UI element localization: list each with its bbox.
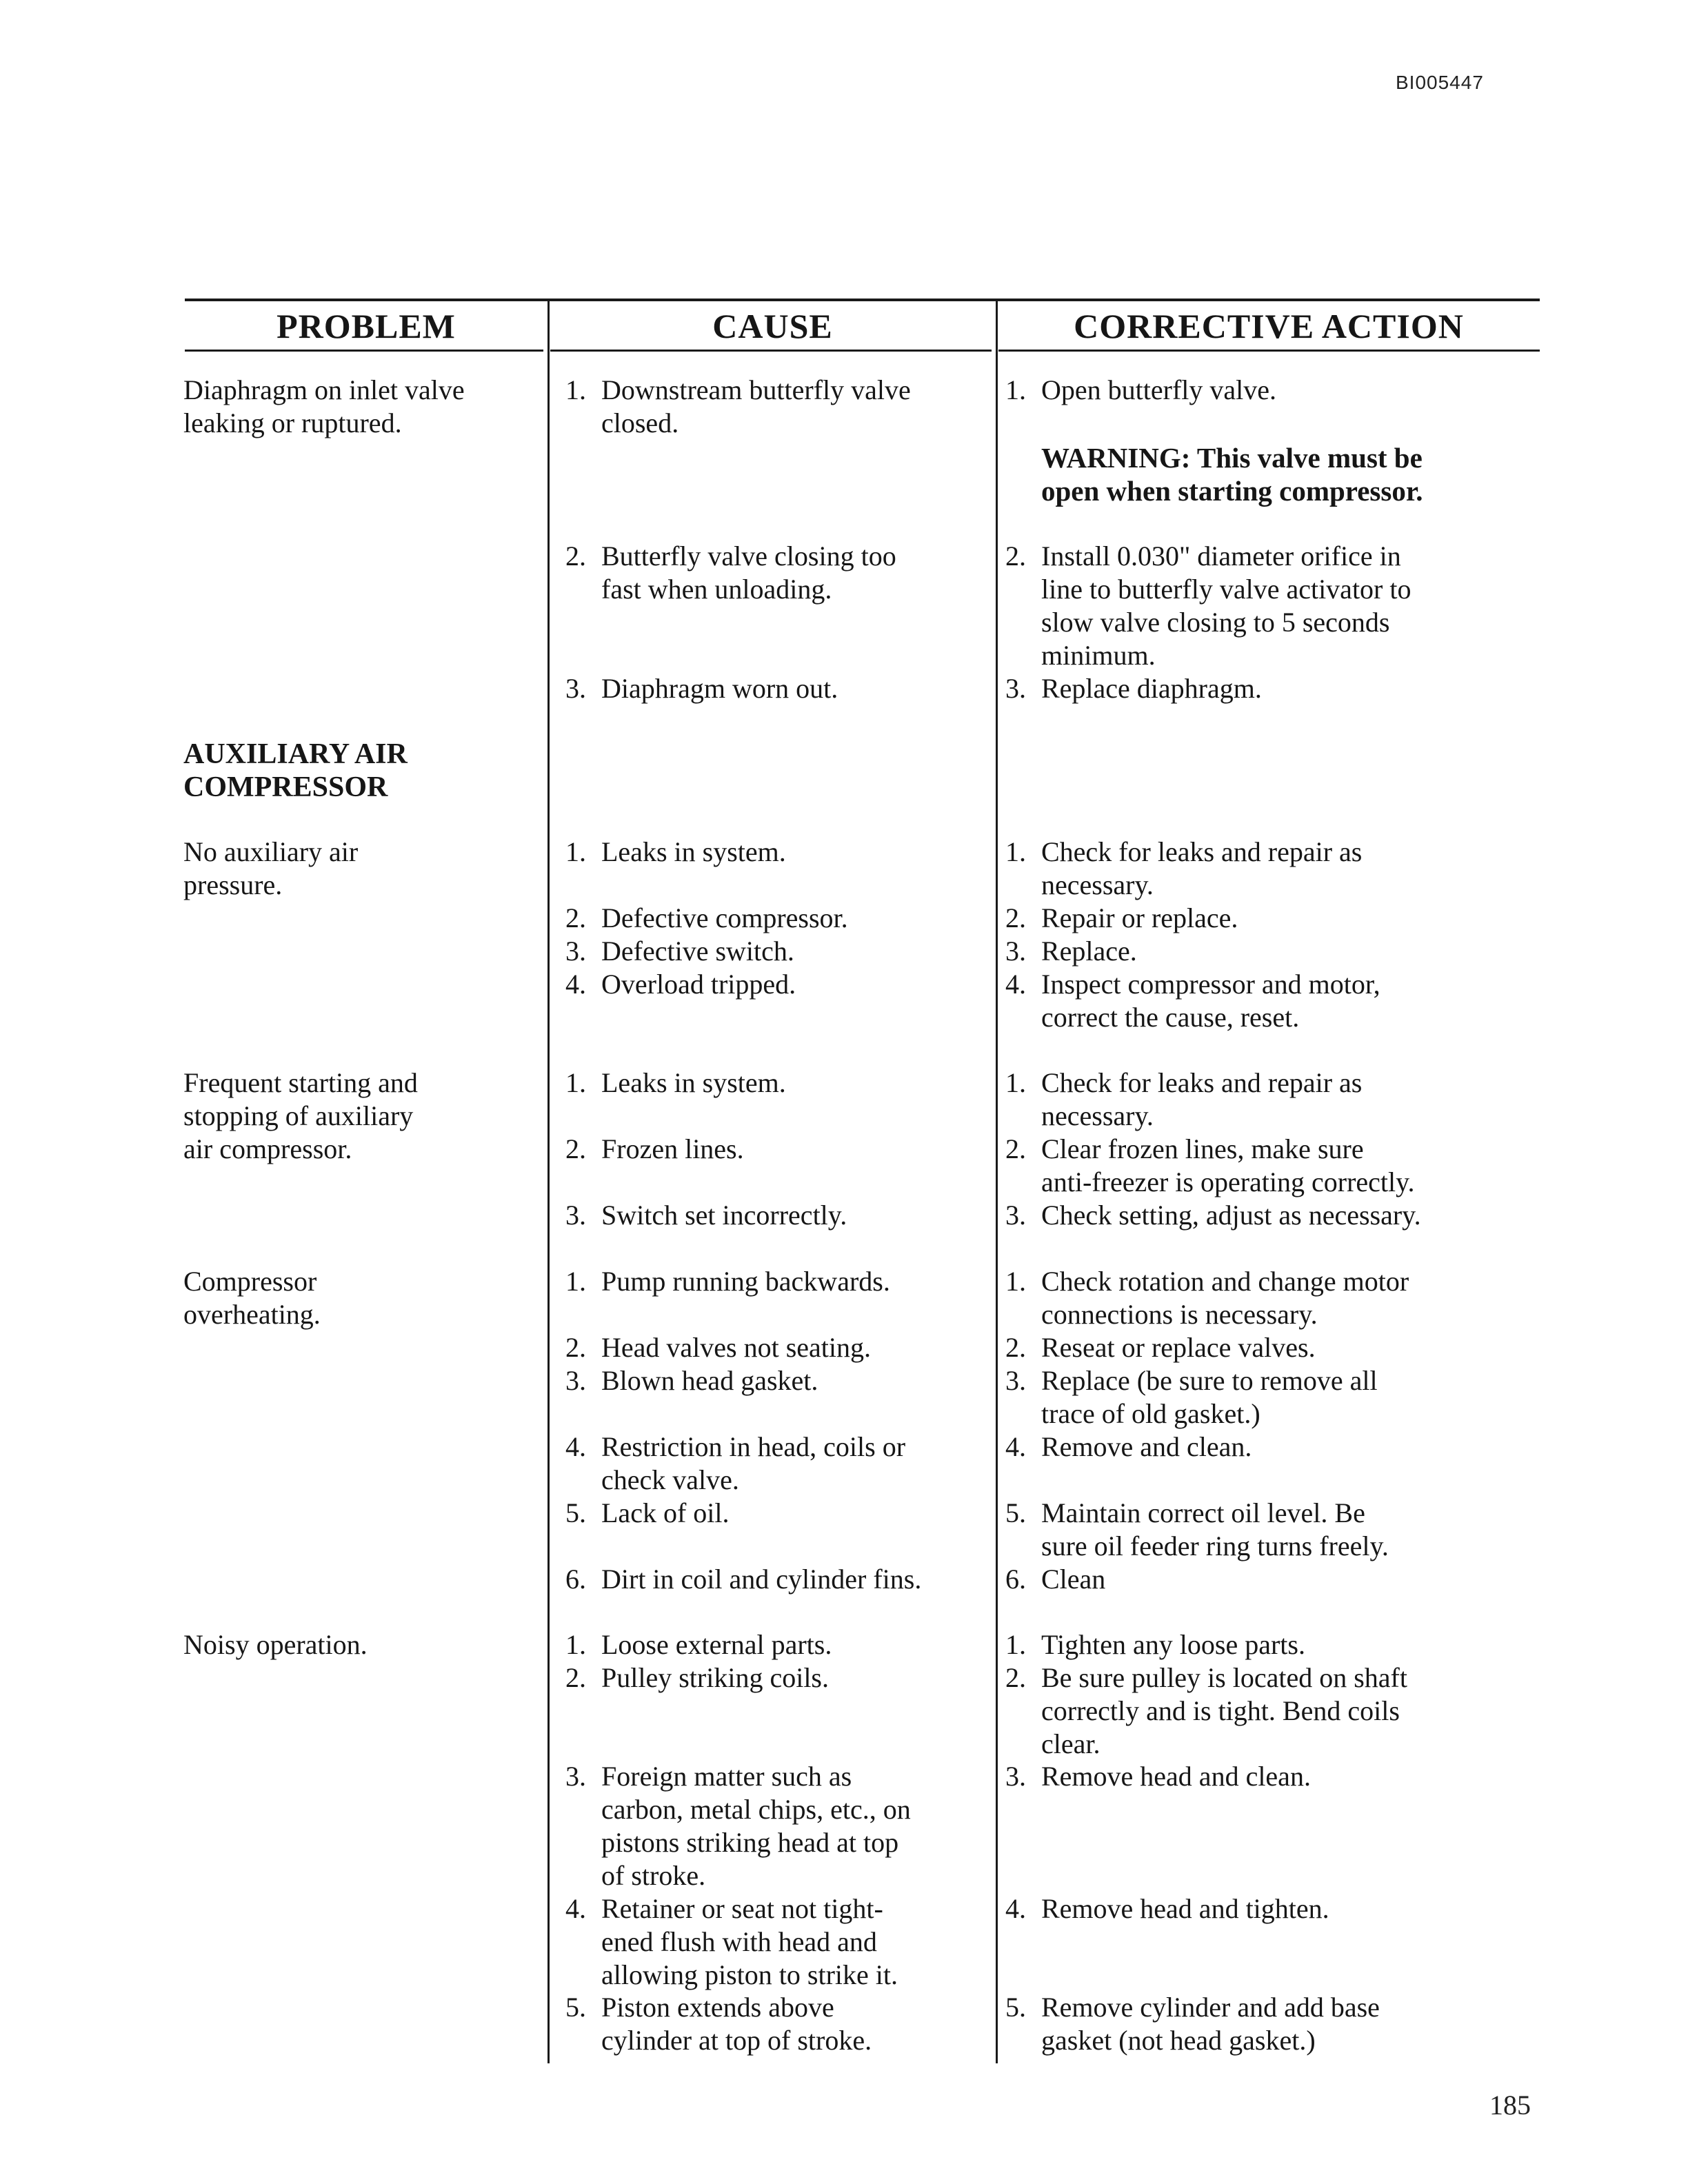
cause-line: Leaks in system.	[601, 836, 786, 867]
action-line: Clean	[1041, 1564, 1106, 1595]
action-line: Remove cylinder and add base	[1041, 1992, 1380, 2023]
action-line: Inspect compressor and motor,	[1041, 969, 1380, 1000]
item-number: 2.	[1005, 1133, 1026, 1164]
item-number: 3.	[1005, 673, 1026, 704]
action-line: necessary.	[1041, 869, 1154, 900]
action-line: correct the cause, reset.	[1041, 1002, 1300, 1033]
column-header-corrective-action: CORRECTIVE ACTION	[1074, 307, 1464, 345]
action-line: Check rotation and change motor	[1041, 1266, 1409, 1297]
action-item	[1005, 1265, 1409, 1331]
action-line: Check for leaks and repair as	[1041, 1067, 1363, 1098]
header-rule-problem	[185, 350, 543, 352]
action-line: Install 0.030" diameter orifice in	[1041, 540, 1401, 572]
action-line: correctly and is tight. Bend coils	[1041, 1695, 1400, 1726]
action-item	[1005, 935, 1137, 968]
action-item	[1005, 836, 1362, 902]
action-line: sure oil feeder ring turns freely.	[1041, 1530, 1389, 1561]
cause-line: pistons striking head at top	[601, 1827, 899, 1858]
cause-line: Foreign matter such as	[601, 1761, 852, 1792]
action-line: Open butterfly valve.	[1041, 374, 1276, 405]
action-line: Replace.	[1041, 936, 1137, 967]
item-number: 3.	[1005, 936, 1026, 967]
item-number: 1.	[1005, 374, 1026, 405]
action-item	[1005, 1628, 1305, 1661]
action-item	[1005, 672, 1262, 705]
item-number: 2.	[1005, 902, 1026, 933]
action-line: Tighten any loose parts.	[1041, 1629, 1305, 1660]
cause-item	[565, 1760, 911, 1892]
cause-line: ened flush with head and	[601, 1926, 877, 1957]
table-top-rule	[185, 299, 1540, 301]
cause-line: closed.	[601, 407, 679, 438]
item-number: 1.	[565, 1067, 586, 1098]
action-line: Clear frozen lines, make sure	[1041, 1133, 1364, 1164]
column-divider-1	[547, 299, 550, 2063]
problem-line: Noisy operation.	[183, 1629, 368, 1660]
column-header-cause: CAUSE	[712, 307, 833, 345]
item-number: 2.	[565, 902, 586, 933]
action-line: line to butterfly valve activator to	[1041, 574, 1411, 605]
action-item	[1005, 968, 1380, 1034]
action-line: Remove head and clean.	[1041, 1761, 1311, 1792]
cause-line: of stroke.	[601, 1860, 706, 1891]
item-number: 5.	[1005, 1992, 1026, 2023]
action-line: Maintain correct oil level. Be	[1041, 1497, 1365, 1528]
action-line: Replace diaphragm.	[1041, 673, 1262, 704]
cause-item	[565, 1133, 744, 1166]
warning-line: WARNING: This valve must be	[1041, 442, 1423, 474]
warning-line: open when starting compressor.	[1041, 475, 1423, 507]
item-number: 4.	[1005, 969, 1026, 1000]
problem-line: pressure.	[183, 869, 283, 900]
cause-item	[565, 1628, 832, 1661]
column-header-problem: PROBLEM	[277, 307, 456, 345]
action-line: necessary.	[1041, 1100, 1154, 1131]
section-heading	[183, 738, 408, 804]
item-number: 5.	[565, 1992, 586, 2023]
action-item	[1005, 1331, 1316, 1364]
cause-line: Piston extends above	[601, 1992, 834, 2023]
cause-item	[565, 1331, 871, 1364]
item-number: 4.	[565, 1893, 586, 1924]
problem-line: overheating.	[183, 1299, 321, 1330]
cause-line: cylinder at top of stroke.	[601, 2025, 872, 2056]
action-line: Remove head and tighten.	[1041, 1893, 1329, 1924]
cause-item	[565, 1991, 872, 2057]
item-number: 3.	[1005, 1200, 1026, 1231]
problem-cell	[183, 374, 542, 440]
cause-item	[565, 836, 786, 869]
item-number: 4.	[1005, 1893, 1026, 1924]
cause-item	[565, 1364, 818, 1397]
cause-line: carbon, metal chips, etc., on	[601, 1794, 911, 1825]
action-line: minimum.	[1041, 640, 1156, 671]
cause-item	[565, 1497, 730, 1530]
action-item	[1005, 1430, 1252, 1464]
header-rule-action	[998, 350, 1540, 352]
item-number: 1.	[1005, 1629, 1026, 1660]
cause-item	[565, 1563, 921, 1596]
item-number: 1.	[565, 374, 586, 405]
cause-line: Lack of oil.	[601, 1497, 730, 1528]
document-id: BI005447	[1396, 72, 1484, 93]
action-item	[1005, 374, 1276, 407]
cause-line: Overload tripped.	[601, 969, 796, 1000]
section-heading-line: COMPRESSOR	[183, 771, 388, 803]
action-line: Reseat or replace valves.	[1041, 1332, 1316, 1363]
item-number: 1.	[1005, 1067, 1026, 1098]
item-number: 2.	[565, 1133, 586, 1164]
cause-line: Switch set incorrectly.	[601, 1200, 847, 1231]
item-number: 2.	[565, 1662, 586, 1693]
cause-line: Defective switch.	[601, 936, 794, 967]
action-item	[1005, 902, 1238, 935]
action-line: Check for leaks and repair as	[1041, 836, 1363, 867]
cause-line: check valve.	[601, 1464, 739, 1495]
cause-line: allowing piston to strike it.	[601, 1959, 898, 1990]
item-number: 3.	[565, 673, 586, 704]
cause-item	[565, 902, 848, 935]
cause-line: Leaks in system.	[601, 1067, 786, 1098]
section-heading-line: AUXILIARY AIR	[183, 738, 408, 770]
item-number: 2.	[565, 1332, 586, 1363]
cause-item	[565, 374, 911, 440]
item-number: 1.	[565, 1266, 586, 1297]
problem-cell	[183, 1628, 542, 1661]
action-item	[1005, 1133, 1415, 1199]
action-line: Check setting, adjust as necessary.	[1041, 1200, 1421, 1231]
column-divider-2	[996, 299, 998, 2063]
cause-line: Downstream butterfly valve	[601, 374, 911, 405]
action-item	[1005, 540, 1411, 672]
problem-line: Diaphragm on inlet valve	[183, 374, 465, 405]
item-number: 4.	[1005, 1431, 1026, 1462]
cause-item	[565, 1892, 898, 1992]
cause-line: Retainer or seat not tight-	[601, 1893, 883, 1924]
cause-line: Diaphragm worn out.	[601, 673, 838, 704]
action-line: trace of old gasket.)	[1041, 1398, 1260, 1429]
cause-item	[565, 1430, 905, 1497]
action-line: clear.	[1041, 1728, 1101, 1759]
problem-line: leaking or ruptured.	[183, 407, 402, 438]
warning-note	[1005, 441, 1423, 507]
action-item	[1005, 1991, 1380, 2057]
action-line: slow valve closing to 5 seconds	[1041, 607, 1390, 638]
problem-line: Frequent starting and	[183, 1067, 418, 1098]
cause-line: Dirt in coil and cylinder fins.	[601, 1564, 922, 1595]
action-item	[1005, 1497, 1389, 1563]
cause-line: Pump running backwards.	[601, 1266, 890, 1297]
cause-line: Loose external parts.	[601, 1629, 832, 1660]
item-number: 6.	[565, 1564, 586, 1595]
cause-item	[565, 1661, 829, 1695]
action-line: Replace (be sure to remove all	[1041, 1365, 1378, 1396]
action-item	[1005, 1760, 1311, 1793]
action-item	[1005, 1563, 1105, 1596]
item-number: 4.	[565, 969, 586, 1000]
cause-line: Head valves not seating.	[601, 1332, 871, 1363]
problem-line: air compressor.	[183, 1133, 352, 1164]
action-line: anti-freezer is operating correctly.	[1041, 1166, 1415, 1197]
cause-line: Defective compressor.	[601, 902, 848, 933]
action-item	[1005, 1892, 1329, 1925]
action-line: Remove and clean.	[1041, 1431, 1252, 1462]
cause-item	[565, 935, 794, 968]
cause-item	[565, 672, 838, 705]
cause-item	[565, 968, 796, 1001]
cause-line: fast when unloading.	[601, 574, 832, 605]
item-number: 1.	[1005, 1266, 1026, 1297]
item-number: 1.	[565, 836, 586, 867]
cause-item	[565, 540, 896, 606]
item-number: 2.	[1005, 1332, 1026, 1363]
cause-line: Frozen lines.	[601, 1133, 744, 1164]
item-number: 3.	[1005, 1761, 1026, 1792]
problem-cell	[183, 1265, 542, 1331]
item-number: 4.	[565, 1431, 586, 1462]
cause-line: Restriction in head, coils or	[601, 1431, 906, 1462]
item-number: 2.	[565, 540, 586, 572]
action-item	[1005, 1066, 1362, 1133]
item-number: 6.	[1005, 1564, 1026, 1595]
page-number: 185	[1489, 2090, 1531, 2121]
item-number: 5.	[565, 1497, 586, 1528]
cause-item	[565, 1066, 786, 1100]
cause-line: Blown head gasket.	[601, 1365, 818, 1396]
item-number: 3.	[565, 1200, 586, 1231]
item-number: 3.	[565, 1761, 586, 1792]
action-line: Repair or replace.	[1041, 902, 1238, 933]
item-number: 2.	[1005, 1662, 1026, 1693]
action-line: connections is necessary.	[1041, 1299, 1318, 1330]
item-number: 2.	[1005, 540, 1026, 572]
item-number: 3.	[565, 1365, 586, 1396]
problem-line: stopping of auxiliary	[183, 1100, 414, 1131]
problem-cell	[183, 1066, 542, 1166]
action-line: gasket (not head gasket.)	[1041, 2025, 1316, 2056]
item-number: 3.	[1005, 1365, 1026, 1396]
item-number: 5.	[1005, 1497, 1026, 1528]
cause-line: Butterfly valve closing too	[601, 540, 896, 572]
problem-line: Compressor	[183, 1266, 317, 1297]
action-item	[1005, 1199, 1421, 1232]
header-rule-cause	[550, 350, 992, 352]
problem-cell	[183, 836, 542, 902]
item-number: 1.	[1005, 836, 1026, 867]
action-line: Be sure pulley is located on shaft	[1041, 1662, 1407, 1693]
cause-item	[565, 1199, 847, 1232]
item-number: 3.	[565, 936, 586, 967]
cause-line: Pulley striking coils.	[601, 1662, 829, 1693]
item-number: 1.	[565, 1629, 586, 1660]
action-item	[1005, 1661, 1407, 1761]
cause-item	[565, 1265, 890, 1298]
problem-line: No auxiliary air	[183, 836, 359, 867]
action-item	[1005, 1364, 1378, 1430]
